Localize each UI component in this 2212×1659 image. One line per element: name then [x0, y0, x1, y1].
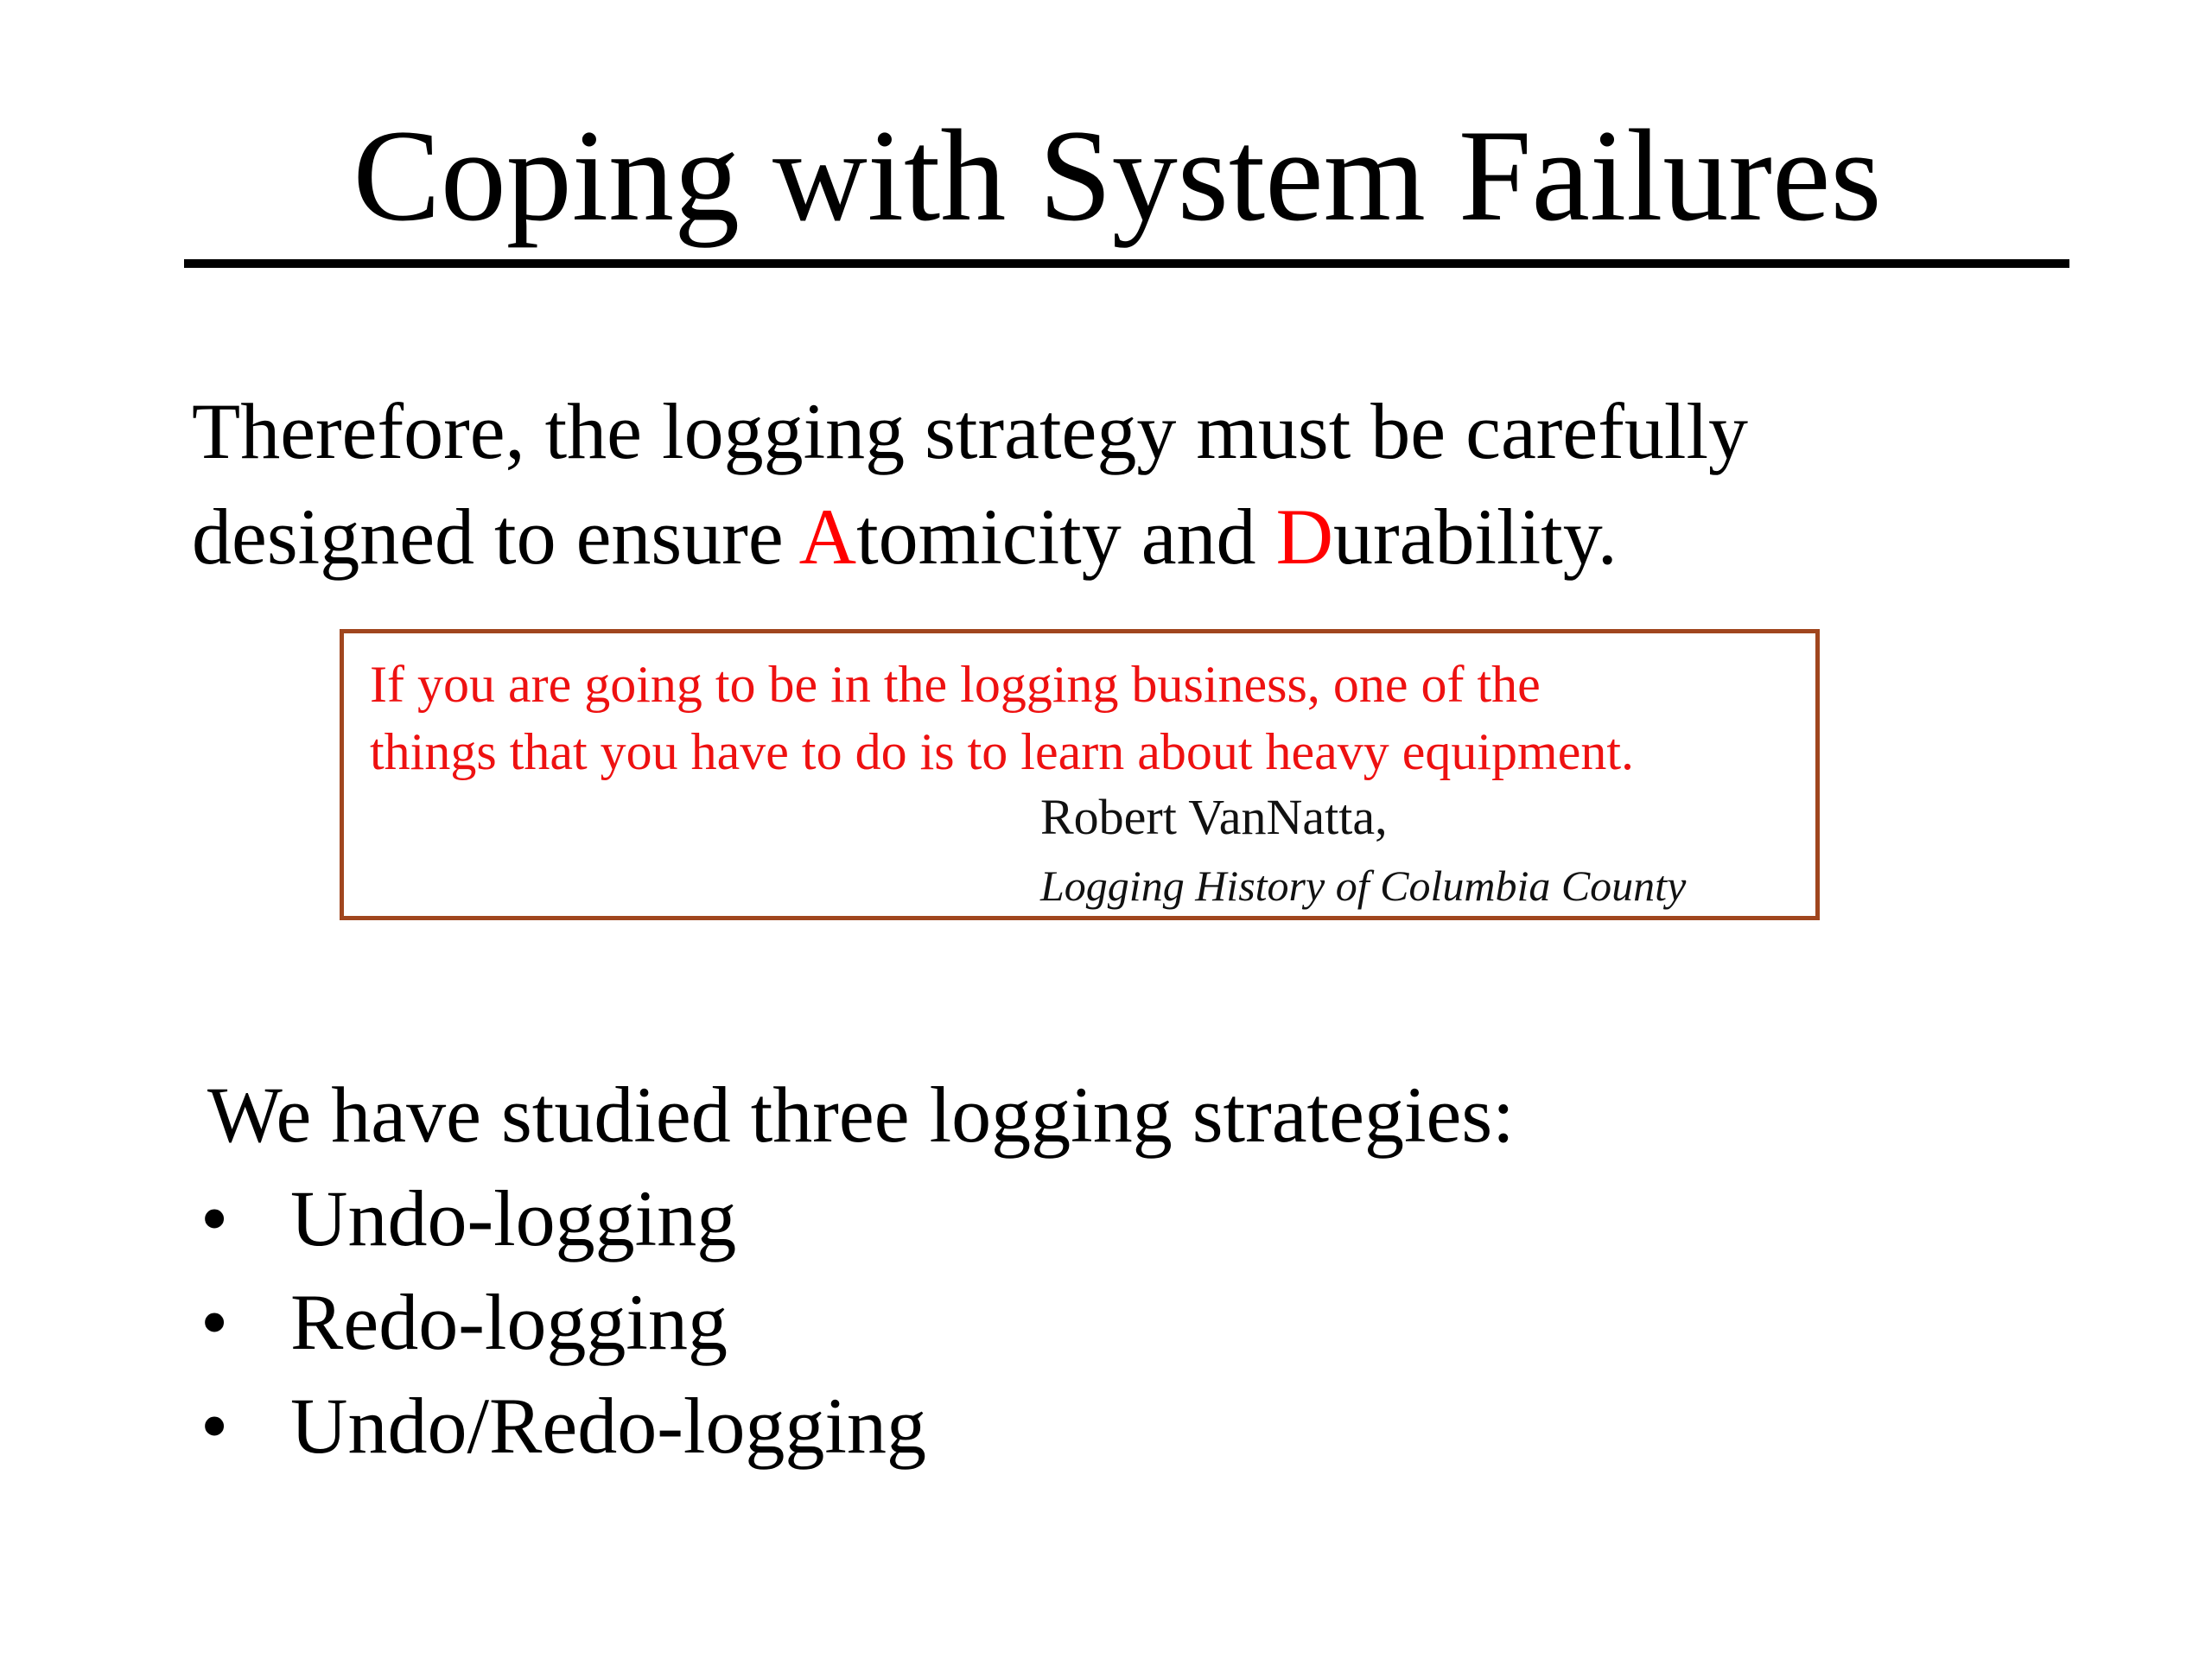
intro-text-segment: tomicity and: [856, 493, 1276, 581]
atomicity-highlight: A: [798, 493, 857, 581]
quote-box: [340, 629, 1820, 920]
strategy-undo-logging: Undo-logging: [290, 1174, 737, 1262]
quote-attribution: Robert VanNatta,: [1040, 789, 1388, 845]
bullet-icon: •: [200, 1382, 229, 1470]
intro-paragraph: [192, 378, 2136, 589]
intro-line-2: [192, 484, 2136, 589]
durability-highlight: D: [1275, 493, 1334, 581]
strategy-undo-redo-logging: Undo/Redo-logging: [290, 1382, 926, 1470]
quote-text: [370, 651, 1804, 785]
intro-text-segment: designed to ensure: [192, 493, 799, 581]
strategy-redo-logging: Redo-logging: [290, 1278, 728, 1366]
intro-line-1: Therefore, the logging strategy must be carefully: [192, 387, 1749, 475]
slide-title: Coping with System Failures: [353, 103, 1882, 248]
intro-text-segment: urability.: [1333, 493, 1618, 581]
quote-line-1: If you are going to be in the logging business, one of the: [370, 656, 1541, 713]
title-underline: [184, 259, 2069, 268]
quote-line-2: things that you have to do is to learn about heavy equipment.: [370, 723, 1635, 780]
bullet-icon: •: [200, 1174, 229, 1262]
quote-source: Logging History of Columbia County: [1040, 861, 1687, 910]
strategies-intro: We have studied three logging strategies:: [207, 1071, 1515, 1159]
bullet-icon: •: [200, 1278, 229, 1366]
